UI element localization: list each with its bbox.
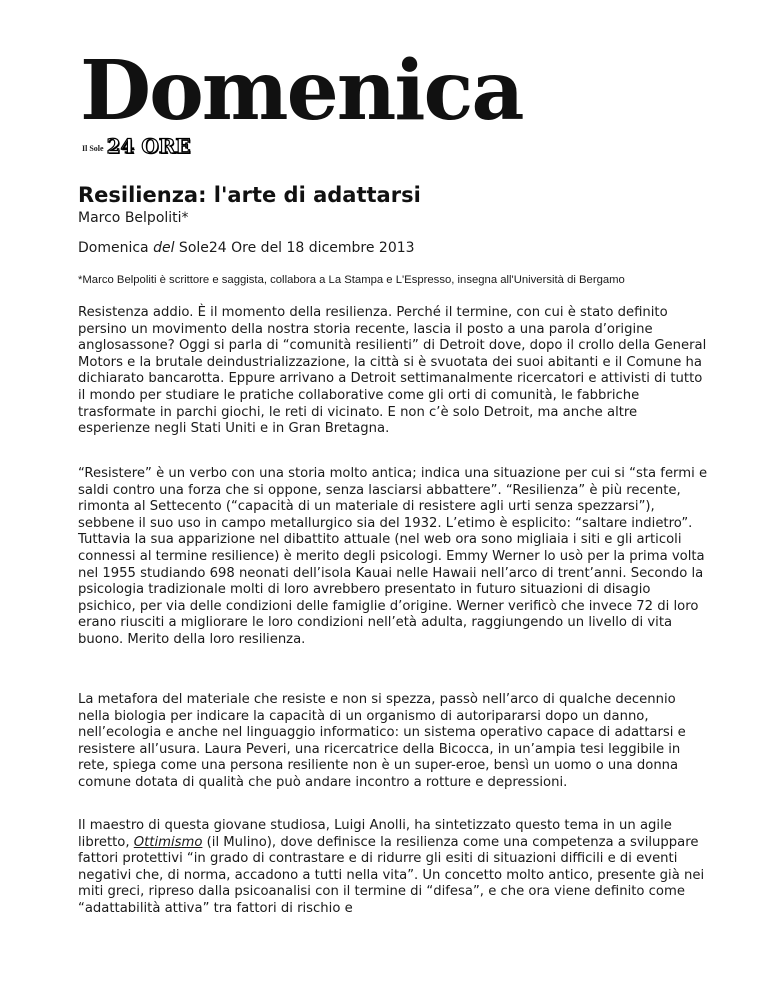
- p4-before: Il maestro di questa giovane studiosa, Luigi Anolli, ha sintetizzato questo tema in un agile libretto,: [78, 818, 672, 850]
- logo-small-text: Il Sole: [82, 144, 104, 153]
- sole-24-ore-logo: [82, 136, 523, 156]
- paragraph-4: [78, 818, 710, 918]
- masthead-logo: [80, 43, 523, 158]
- source-suffix: Sole24 Ore del 18 dicembre 2013: [174, 240, 415, 256]
- masthead-title: Domenica: [80, 43, 523, 139]
- source-prefix: Domenica: [78, 240, 154, 256]
- author-note: *Marco Belpoliti è scrittore e saggista, collabora a La Stampa e L'Espresso, insegna all'Università di Bergamo: [78, 274, 625, 286]
- paragraph-1: Resistenza addio. È il momento della resilienza. Perché il termine, con cui è stato definito persino un movimento della nostra storia recente, lascia il posto a una parola d’origine anglosassone? Oggi si parla di “comunità resilienti” di Detroit dove, dopo il crollo della General Motors e la brutale deindustrializzazione, la città si è svuotata dei suoi abitanti e il Comune ha dichiarato bancarotta. Eppure arrivano a Detroit settimanalmente ricercatori e attivisti di tutto il mondo per studiare le pratiche collaborative come gli orti di comunità, le fabbriche trasformate in parchi giochi, le reti di vicinato. E non c’è solo Detroit, ma anche altre esperienze negli Stati Uniti e in Gran Bretagna.: [78, 305, 707, 437]
- article-source: [78, 240, 415, 256]
- book-title-link: Ottimismo: [133, 834, 203, 850]
- paragraph-3: La metafora del materiale che resiste e non si spezza, passò nell’arco di qualche decennio nella biologia per indicare la capacità di un organismo di autoripararsi dopo un danno, nell’ecologia e anche nel linguaggio informatico: un sistema operativo capace di adattarsi e resistere all’usura. Laura Peveri, una ricercatrice della Bicocca, in un’ampia tesi leggibile in rete, spiega come una persona resiliente non è un super-eroe, bensì un uomo o una donna comune dotata di qualità che può andare incontro a rotture e depressioni.: [78, 692, 686, 790]
- article-author: Marco Belpoliti*: [78, 210, 189, 226]
- p4-after: (il Mulino), dove definisce la resilienza come una competenza a sviluppare fattori protettivi “in grado di contrastare e di ridurre gli esiti di situazioni difficili e di eventi negativi che, di norma, accadono a tutti nella vita”. Un concetto molto antico, presente già nei miti greci, ripreso dalla psicoanalisi con il termine di “difesa”, e che ora viene definito come “adattabilità attiva” tra fattori di rischio e: [78, 834, 705, 916]
- article-title: Resilienza: l'arte di adattarsi: [78, 183, 421, 207]
- source-italic: del: [153, 240, 175, 256]
- logo-big-text: 24 ORE: [106, 134, 191, 158]
- paragraph-2: “Resistere” è un verbo con una storia molto antica; indica una situazione per cui si “sta fermi e saldi contro una forza che si oppone, senza lasciarsi abbattere”. “Resilienza” è più recente, rimonta al Settecento (“capacità di un materiale di resistere agli urti senza spezzarsi”), sebbene il suo uso in campo metallurgico sia del 1932. L’etimo è esplicito: “saltare indietro”. Tuttavia la sua apparizione nel dibattito attuale (nel web ora sono migliaia i siti e gli articoli connessi al termine resilience) è merito degli psicologi. Emmy Werner lo usò per la prima volta nel 1955 studiando 698 neonati dell’isola Kauai nelle Hawaii nell’arco di trent’anni. Secondo la psicologia tradizionale molti di loro avrebbero presentato in futuro situazioni di disagio psichico, per via delle condizioni delle famiglie d’origine. Werner verificò che invece 72 di loro erano riusciti a migliorare le loro condizioni nell’età adulta, raggiungendo un livello di vita buono. Merito della loro resilienza.: [78, 466, 708, 647]
